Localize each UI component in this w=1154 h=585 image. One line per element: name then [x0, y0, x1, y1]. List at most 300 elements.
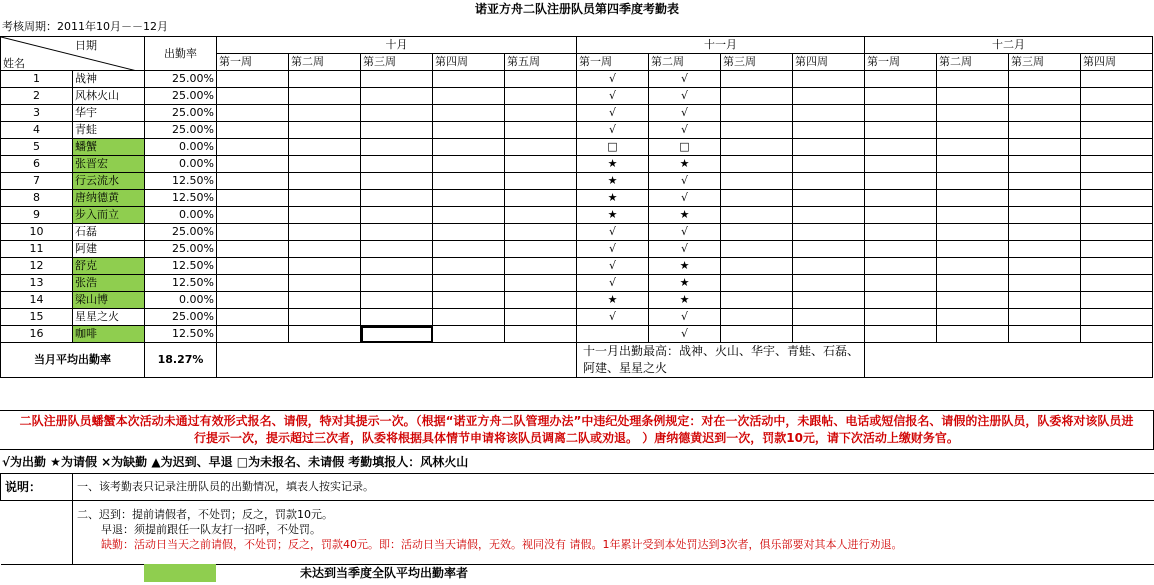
oct-week-cell[interactable]	[217, 258, 289, 275]
row-number[interactable]: 16	[1, 326, 73, 343]
nov-week-cell[interactable]	[793, 258, 865, 275]
dec-week-cell[interactable]	[865, 326, 937, 343]
nov-week-cell[interactable]	[793, 139, 865, 156]
oct-week-cell[interactable]	[505, 258, 577, 275]
nov-week1-cell[interactable]: ★	[577, 207, 649, 224]
attendance-rate[interactable]: 12.50%	[145, 275, 217, 292]
legend: √为出勤 ★为请假 ×为缺勤 ▲为迟到、早退 □为未报名、未请假 考勤填报人：风林火山	[2, 455, 469, 469]
dec-week-cell[interactable]	[865, 173, 937, 190]
dec-week-cell[interactable]	[1009, 88, 1081, 105]
dec-week-cell[interactable]	[865, 309, 937, 326]
member-name[interactable]: 步入而立	[73, 207, 145, 224]
oct-week-cell[interactable]	[505, 88, 577, 105]
oct-week-cell[interactable]	[433, 275, 505, 292]
table-row	[1, 326, 1153, 343]
oct-week-cell[interactable]	[433, 224, 505, 241]
dec-week-cell[interactable]	[1081, 309, 1153, 326]
oct-week-cell[interactable]	[289, 105, 361, 122]
member-name[interactable]: 战神	[73, 71, 145, 88]
dec-week-cell[interactable]	[1081, 275, 1153, 292]
week-header: 第四周	[793, 54, 865, 71]
oct-week-cell[interactable]	[361, 292, 433, 309]
oct-week-cell[interactable]	[433, 190, 505, 207]
nov-week-cell[interactable]	[793, 224, 865, 241]
date-name-header	[1, 37, 145, 71]
oct-week-cell[interactable]	[433, 105, 505, 122]
oct-week-cell[interactable]	[217, 88, 289, 105]
oct-week-cell[interactable]	[433, 241, 505, 258]
attendance-rate[interactable]: 25.00%	[145, 71, 217, 88]
table-row	[1, 173, 1153, 190]
oct-week-cell[interactable]	[217, 309, 289, 326]
dec-week-cell[interactable]	[937, 309, 1009, 326]
dec-week-cell[interactable]	[937, 71, 1009, 88]
dec-week-cell[interactable]	[1009, 122, 1081, 139]
oct-week-cell[interactable]	[217, 105, 289, 122]
row-number[interactable]: 14	[1, 292, 73, 309]
attendance-rate[interactable]: 0.00%	[145, 292, 217, 309]
notes-body	[73, 501, 1154, 565]
member-name[interactable]: 蟠蟹	[73, 139, 145, 156]
oct-week-cell[interactable]	[505, 309, 577, 326]
table-row	[1, 241, 1153, 258]
attendance-rate[interactable]: 0.00%	[145, 156, 217, 173]
oct-week-cell[interactable]	[289, 275, 361, 292]
row-number[interactable]: 10	[1, 224, 73, 241]
nov-week2-cell[interactable]: √	[649, 88, 721, 105]
period-label: 考核周期：2011年10月－－12月	[2, 20, 168, 33]
nov-week1-cell[interactable]: ★	[577, 292, 649, 309]
nov-week2-cell[interactable]: √	[649, 224, 721, 241]
nov-week2-cell[interactable]: √	[649, 173, 721, 190]
nov-week1-cell[interactable]: √	[577, 105, 649, 122]
member-name[interactable]: 青蛙	[73, 122, 145, 139]
nov-week2-cell[interactable]: □	[649, 139, 721, 156]
oct-week-cell[interactable]	[289, 173, 361, 190]
dec-week-cell[interactable]	[1081, 88, 1153, 105]
nov-week1-cell[interactable]: √	[577, 88, 649, 105]
nov-week1-cell[interactable]: √	[577, 275, 649, 292]
nov-week2-cell[interactable]: √	[649, 105, 721, 122]
member-name[interactable]: 风林火山	[73, 88, 145, 105]
nov-week-cell[interactable]	[721, 173, 793, 190]
table-row	[1, 139, 1153, 156]
attendance-rate[interactable]: 12.50%	[145, 173, 217, 190]
oct-week-cell[interactable]	[289, 326, 361, 343]
nov-week-cell[interactable]	[721, 309, 793, 326]
dec-week-cell[interactable]	[1081, 224, 1153, 241]
nov-week-cell[interactable]	[793, 292, 865, 309]
oct-week-cell[interactable]	[361, 207, 433, 224]
oct-week-cell[interactable]	[289, 309, 361, 326]
oct-week-cell[interactable]	[433, 258, 505, 275]
row-number[interactable]: 8	[1, 190, 73, 207]
dec-week-cell[interactable]	[865, 88, 937, 105]
nov-top-attendees: 十一月出勤最高：战神、火山、华宇、青蛙、石磊、阿建、星星之火	[577, 343, 865, 378]
oct-week-cell[interactable]	[217, 156, 289, 173]
oct-week-cell[interactable]	[217, 292, 289, 309]
oct-week-cell[interactable]	[217, 190, 289, 207]
dec-week-cell[interactable]	[1009, 275, 1081, 292]
oct-week-cell[interactable]	[433, 122, 505, 139]
oct-week-cell[interactable]	[505, 326, 577, 343]
table-row	[1, 207, 1153, 224]
oct-week-cell[interactable]	[217, 224, 289, 241]
oct-week-cell[interactable]	[361, 241, 433, 258]
oct-week-cell[interactable]	[361, 224, 433, 241]
dec-week-cell[interactable]	[1009, 224, 1081, 241]
notes-line4: 缺勤：活动日当天之前请假，不处罚；反之，罚款40元。即：活动日当天请假，无效。视同没有 请假。1年累计受到本处罚达到3次者，俱乐部要对其本人进行劝退。	[101, 538, 903, 551]
attendance-rate[interactable]: 12.50%	[145, 258, 217, 275]
dec-week-cell[interactable]	[937, 275, 1009, 292]
nov-week-cell[interactable]	[793, 326, 865, 343]
nov-week2-cell[interactable]: √	[649, 309, 721, 326]
dec-week-cell[interactable]	[937, 173, 1009, 190]
week-header: 第一周	[865, 54, 937, 71]
oct-week-cell[interactable]	[289, 241, 361, 258]
dec-week-cell[interactable]	[865, 105, 937, 122]
dec-week-cell[interactable]	[1009, 207, 1081, 224]
row-number[interactable]: 12	[1, 258, 73, 275]
member-name[interactable]: 张浩	[73, 275, 145, 292]
nov-week-cell[interactable]	[721, 190, 793, 207]
dec-week-cell[interactable]	[1009, 139, 1081, 156]
row-number[interactable]: 4	[1, 122, 73, 139]
row-number[interactable]: 5	[1, 139, 73, 156]
dec-week-cell[interactable]	[1009, 173, 1081, 190]
attendance-rate[interactable]: 0.00%	[145, 139, 217, 156]
nov-week1-cell[interactable]: √	[577, 224, 649, 241]
dec-week-cell[interactable]	[1081, 105, 1153, 122]
oct-week-cell[interactable]	[361, 275, 433, 292]
dec-week-cell[interactable]	[937, 190, 1009, 207]
oct-week-cell[interactable]	[505, 275, 577, 292]
member-name[interactable]: 行云流水	[73, 173, 145, 190]
nov-week2-cell[interactable]: √	[649, 326, 721, 343]
week-header: 第一周	[577, 54, 649, 71]
avg-dec	[865, 343, 1153, 378]
oct-week-cell[interactable]	[361, 190, 433, 207]
member-name[interactable]: 星星之火	[73, 309, 145, 326]
attendance-rate[interactable]: 0.00%	[145, 207, 217, 224]
nov-week1-cell[interactable]: ★	[577, 156, 649, 173]
member-name[interactable]: 阿建	[73, 241, 145, 258]
member-name[interactable]: 华宇	[73, 105, 145, 122]
oct-week-cell[interactable]	[433, 207, 505, 224]
oct-week-cell[interactable]	[505, 207, 577, 224]
oct-week-cell[interactable]	[505, 71, 577, 88]
oct-week-cell[interactable]	[433, 88, 505, 105]
oct-week-cell[interactable]	[289, 156, 361, 173]
dec-week-cell[interactable]	[937, 156, 1009, 173]
dec-week-cell[interactable]	[865, 71, 937, 88]
oct-week-cell[interactable]	[361, 326, 433, 343]
nov-week-cell[interactable]	[793, 207, 865, 224]
notes-line2: 二、迟到：提前请假者，不处罚；反之，罚款10元。	[77, 508, 333, 521]
dec-week-cell[interactable]	[865, 241, 937, 258]
dec-week-cell[interactable]	[1081, 292, 1153, 309]
nov-week-cell[interactable]	[721, 224, 793, 241]
dec-week-cell[interactable]	[1009, 190, 1081, 207]
nov-week-cell[interactable]	[793, 173, 865, 190]
notes-empty	[1, 501, 73, 565]
nov-week1-cell[interactable]: √	[577, 309, 649, 326]
nov-week2-cell[interactable]: √	[649, 71, 721, 88]
rate-header: 出勤率	[145, 37, 217, 71]
week-header: 第三周	[361, 54, 433, 71]
nov-week-cell[interactable]	[721, 326, 793, 343]
oct-week-cell[interactable]	[433, 71, 505, 88]
member-name[interactable]: 张晋宏	[73, 156, 145, 173]
oct-week-cell[interactable]	[289, 207, 361, 224]
table-row	[1, 190, 1153, 207]
dec-week-cell[interactable]	[1081, 173, 1153, 190]
oct-week-cell[interactable]	[505, 173, 577, 190]
week-header: 第二周	[289, 54, 361, 71]
oct-week-cell[interactable]	[433, 173, 505, 190]
week-header: 第四周	[433, 54, 505, 71]
oct-week-cell[interactable]	[361, 309, 433, 326]
dec-week-cell[interactable]	[865, 190, 937, 207]
oct-week-cell[interactable]	[433, 156, 505, 173]
nov-week-cell[interactable]	[721, 139, 793, 156]
nov-week2-cell[interactable]: ★	[649, 258, 721, 275]
row-number[interactable]: 1	[1, 71, 73, 88]
oct-week-cell[interactable]	[433, 139, 505, 156]
oct-week-cell[interactable]	[217, 326, 289, 343]
notes-line1: 一、该考勤表只记录注册队员的出勤情况，填表人按实记录。	[73, 474, 1154, 501]
oct-week-cell[interactable]	[289, 224, 361, 241]
dec-week-cell[interactable]	[937, 88, 1009, 105]
member-name[interactable]: 咖啡	[73, 326, 145, 343]
oct-week-cell[interactable]	[217, 241, 289, 258]
nov-week2-cell[interactable]: √	[649, 190, 721, 207]
dec-week-cell[interactable]	[937, 224, 1009, 241]
dec-week-cell[interactable]	[937, 241, 1009, 258]
dec-week-cell[interactable]	[1009, 309, 1081, 326]
oct-week-cell[interactable]	[361, 122, 433, 139]
oct-week-cell[interactable]	[289, 88, 361, 105]
oct-week-cell[interactable]	[217, 275, 289, 292]
week-header: 第四周	[1081, 54, 1153, 71]
oct-week-cell[interactable]	[217, 139, 289, 156]
week-header: 第三周	[721, 54, 793, 71]
nov-week2-cell[interactable]: ★	[649, 156, 721, 173]
table-row	[1, 258, 1153, 275]
attendance-rate[interactable]: 12.50%	[145, 326, 217, 343]
oct-week-cell[interactable]	[361, 71, 433, 88]
nov-week2-cell[interactable]: ★	[649, 275, 721, 292]
dec-week-cell[interactable]	[1009, 258, 1081, 275]
name-label: 姓名	[3, 57, 25, 70]
dec-week-cell[interactable]	[865, 207, 937, 224]
oct-week-cell[interactable]	[289, 122, 361, 139]
dec-week-cell[interactable]	[1009, 326, 1081, 343]
oct-week-cell[interactable]	[361, 139, 433, 156]
row-number[interactable]: 7	[1, 173, 73, 190]
nov-week-cell[interactable]	[793, 105, 865, 122]
dec-week-cell[interactable]	[865, 292, 937, 309]
red-notice: 二队注册队员蟠蟹本次活动未通过有效形式报名、请假，特对其提示一次。（根据“诺亚方舟二队管理办法”中违纪处理条例规定：对在一次活动中，未跟帖、电话或短信报名、请假的注册队员，队委将对该队员进行提示一次，提示超过三次者，队委将根据具体情节申请将该队员调离二队或劝退。 ）唐纳德黄迟到一次，罚款10元，请下次活动上缴财务官。	[0, 410, 1154, 450]
row-number[interactable]: 11	[1, 241, 73, 258]
nov-week2-cell[interactable]: √	[649, 122, 721, 139]
dec-week-cell[interactable]	[1009, 241, 1081, 258]
attendance-rate[interactable]: 25.00%	[145, 88, 217, 105]
table-row	[1, 156, 1153, 173]
nov-week-cell[interactable]	[793, 122, 865, 139]
dec-week-cell[interactable]	[1081, 258, 1153, 275]
dec-week-cell[interactable]	[1009, 156, 1081, 173]
nov-week-cell[interactable]	[793, 275, 865, 292]
oct-week-cell[interactable]	[361, 88, 433, 105]
week-header: 第五周	[505, 54, 577, 71]
dec-week-cell[interactable]	[865, 275, 937, 292]
week-header: 第二周	[937, 54, 1009, 71]
dec-week-cell[interactable]	[1009, 292, 1081, 309]
oct-week-cell[interactable]	[289, 139, 361, 156]
dec-week-cell[interactable]	[937, 258, 1009, 275]
nov-week-cell[interactable]	[793, 88, 865, 105]
row-number[interactable]: 9	[1, 207, 73, 224]
dec-week-cell[interactable]	[937, 105, 1009, 122]
month-oct: 十月	[217, 37, 577, 54]
dec-week-cell[interactable]	[1081, 241, 1153, 258]
table-row	[1, 71, 1153, 88]
row-number[interactable]: 2	[1, 88, 73, 105]
dec-week-cell[interactable]	[865, 258, 937, 275]
oct-week-cell[interactable]	[505, 292, 577, 309]
oct-week-cell[interactable]	[433, 309, 505, 326]
nov-week-cell[interactable]	[793, 241, 865, 258]
nov-week-cell[interactable]	[721, 292, 793, 309]
nov-week-cell[interactable]	[721, 207, 793, 224]
nov-week1-cell[interactable]: √	[577, 258, 649, 275]
avg-oct	[217, 343, 577, 378]
dec-week-cell[interactable]	[937, 139, 1009, 156]
nov-week-cell[interactable]	[793, 190, 865, 207]
oct-week-cell[interactable]	[505, 105, 577, 122]
oct-week-cell[interactable]	[361, 156, 433, 173]
dec-week-cell[interactable]	[1009, 105, 1081, 122]
oct-week-cell[interactable]	[289, 292, 361, 309]
row-number[interactable]: 13	[1, 275, 73, 292]
table-row	[1, 88, 1153, 105]
oct-week-cell[interactable]	[289, 71, 361, 88]
dec-week-cell[interactable]	[1081, 156, 1153, 173]
nov-week-cell[interactable]	[721, 275, 793, 292]
avg-label: 当月平均出勤率	[1, 343, 145, 378]
nov-week1-cell[interactable]: ★	[577, 173, 649, 190]
sheet-title: 诺亚方舟二队注册队员第四季度考勤表	[474, 2, 679, 16]
dec-week-cell[interactable]	[937, 207, 1009, 224]
oct-week-cell[interactable]	[505, 139, 577, 156]
dec-week-cell[interactable]	[1081, 122, 1153, 139]
oct-week-cell[interactable]	[361, 258, 433, 275]
nov-week1-cell[interactable]	[577, 326, 649, 343]
attendance-rate[interactable]: 25.00%	[145, 122, 217, 139]
nov-week-cell[interactable]	[793, 156, 865, 173]
oct-week-cell[interactable]	[217, 122, 289, 139]
nov-week1-cell[interactable]: √	[577, 71, 649, 88]
month-dec: 十二月	[865, 37, 1153, 54]
dec-week-cell[interactable]	[1081, 326, 1153, 343]
oct-week-cell[interactable]	[505, 224, 577, 241]
nov-week-cell[interactable]	[793, 71, 865, 88]
nov-week2-cell[interactable]: ★	[649, 292, 721, 309]
oct-week-cell[interactable]	[433, 292, 505, 309]
dec-week-cell[interactable]	[865, 156, 937, 173]
dec-week-cell[interactable]	[1081, 71, 1153, 88]
dec-week-cell[interactable]	[1009, 71, 1081, 88]
nov-week-cell[interactable]	[721, 105, 793, 122]
notes-label: 说明：	[1, 474, 73, 501]
table-row	[1, 105, 1153, 122]
nov-week2-cell[interactable]: ★	[649, 207, 721, 224]
week-header: 第二周	[649, 54, 721, 71]
dec-week-cell[interactable]	[1081, 207, 1153, 224]
dec-week-cell[interactable]	[1081, 139, 1153, 156]
oct-week-cell[interactable]	[505, 190, 577, 207]
oct-week-cell[interactable]	[217, 173, 289, 190]
nov-week-cell[interactable]	[721, 156, 793, 173]
oct-week-cell[interactable]	[505, 241, 577, 258]
nov-week2-cell[interactable]: √	[649, 241, 721, 258]
oct-week-cell[interactable]	[505, 122, 577, 139]
nov-week1-cell[interactable]: □	[577, 139, 649, 156]
oct-week-cell[interactable]	[217, 71, 289, 88]
row-number[interactable]: 3	[1, 105, 73, 122]
attendance-rate[interactable]: 25.00%	[145, 105, 217, 122]
nov-week1-cell[interactable]: ★	[577, 190, 649, 207]
member-name[interactable]: 唐纳德黄	[73, 190, 145, 207]
row-number[interactable]: 6	[1, 156, 73, 173]
member-name[interactable]: 舒克	[73, 258, 145, 275]
oct-week-cell[interactable]	[361, 105, 433, 122]
dec-week-cell[interactable]	[865, 139, 937, 156]
nov-week-cell[interactable]	[721, 241, 793, 258]
attendance-rate[interactable]: 25.00%	[145, 224, 217, 241]
nov-week1-cell[interactable]: √	[577, 122, 649, 139]
oct-week-cell[interactable]	[433, 326, 505, 343]
nov-week-cell[interactable]	[721, 88, 793, 105]
week-header: 第三周	[1009, 54, 1081, 71]
member-name[interactable]: 石磊	[73, 224, 145, 241]
dec-week-cell[interactable]	[865, 224, 937, 241]
oct-week-cell[interactable]	[289, 190, 361, 207]
dec-week-cell[interactable]	[1081, 190, 1153, 207]
row-number[interactable]: 15	[1, 309, 73, 326]
attendance-rate[interactable]: 25.00%	[145, 241, 217, 258]
oct-week-cell[interactable]	[361, 173, 433, 190]
oct-week-cell[interactable]	[505, 156, 577, 173]
attendance-rate[interactable]: 25.00%	[145, 309, 217, 326]
dec-week-cell[interactable]	[937, 326, 1009, 343]
nov-week-cell[interactable]	[721, 258, 793, 275]
nov-week1-cell[interactable]: √	[577, 241, 649, 258]
nov-week-cell[interactable]	[793, 309, 865, 326]
nov-week-cell[interactable]	[721, 71, 793, 88]
nov-week-cell[interactable]	[721, 122, 793, 139]
dec-week-cell[interactable]	[937, 292, 1009, 309]
member-name[interactable]: 梁山博	[73, 292, 145, 309]
dec-week-cell[interactable]	[937, 122, 1009, 139]
attendance-rate[interactable]: 12.50%	[145, 190, 217, 207]
oct-week-cell[interactable]	[217, 207, 289, 224]
oct-week-cell[interactable]	[289, 258, 361, 275]
dec-week-cell[interactable]	[865, 122, 937, 139]
average-row	[1, 343, 1153, 378]
month-nov: 十一月	[577, 37, 865, 54]
